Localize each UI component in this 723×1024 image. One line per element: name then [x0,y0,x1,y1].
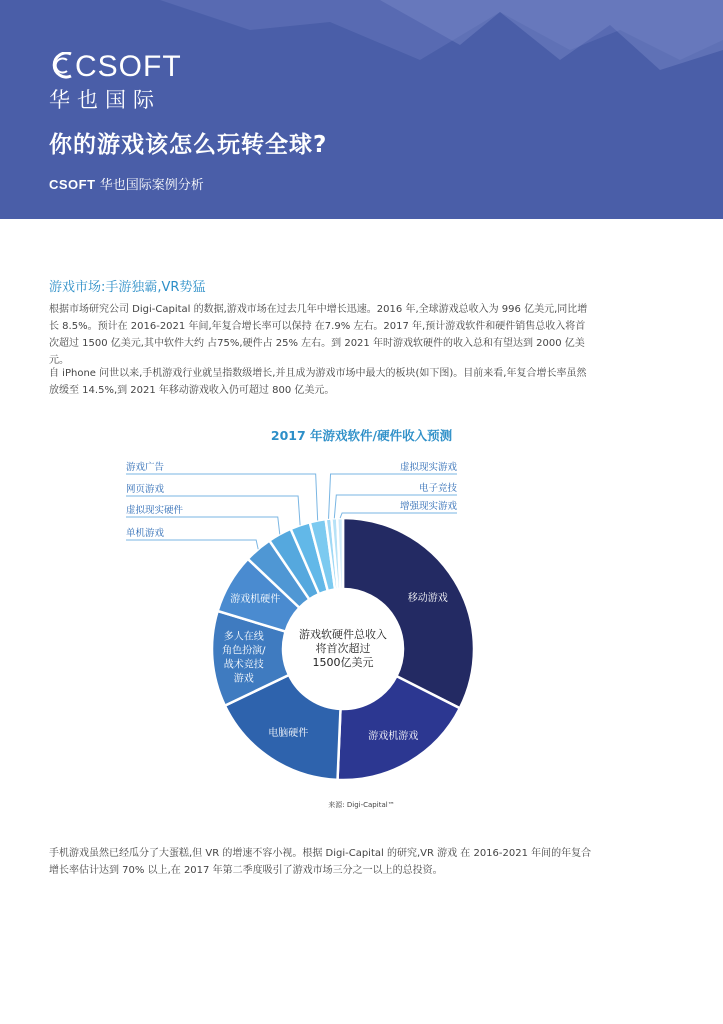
chart-source: 来源: Digi-Capital™ [328,801,395,809]
logo-mark-icon [49,52,73,80]
slice-label-7: 虚拟现实硬件 [126,505,184,516]
subtitle-brand: CSOFT [49,177,96,192]
slice-label-2: 游戏机游戏 [368,730,419,742]
page-subtitle [49,174,204,193]
logo-chinese-name: 华也国际 [49,88,161,112]
slice-label-3: 电脑硬件 [268,728,309,740]
donut-center-label: 游戏软硬件总收入将首次超过 1500亿美元 [299,628,387,669]
leader-line-6 [126,540,258,549]
revenue-donut-chart [0,440,723,800]
chart-title: 2017 年游戏软件/硬件收入预测 [270,428,453,443]
slice-label-12: 增强现实游戏 [399,501,457,512]
slice-label-6: 单机游戏 [126,528,165,539]
header-banner [0,0,723,219]
subtitle-text: 华也国际案例分析 [99,178,204,193]
section-heading: 游戏市场:手游独霸,VR势猛 [49,280,206,295]
slice-label-11: 电子竞技 [418,483,457,494]
slice-label-8: 网页游戏 [126,484,165,495]
paragraph-vr-growth: 手机游戏虽然已经瓜分了大蛋糕,但 VR 的增速不容小视。根据 Digi-Capital 的研究,VR 游戏 在 2016-2021 年间的年复合增长率估计达到 70% 以上,在 2017 年第二季度吸引了游戏市场三分之一以上的总投资。 [49,848,592,876]
page-title: 你的游戏该怎么玩转全球? [49,132,328,158]
paragraph-market-overview: 根据市场研究公司 Digi-Capital 的数据,游戏市场在过去几年中增长迅速。2016 年,全球游戏总收入为 996 亿美元,同比增长 8.5%。预计在 2016-2021 年间,年复合增长率可以保持 在7.9% 左右。2017 年,预计游戏软件和硬件销售总收入将首次超过 1500 亿美元,其中软件大约 占75%,硬件占 25% 左右。到 2021 年时游戏软硬件的收入总和有望达到 2000 亿美元。 [49,304,588,366]
slice-label-9: 游戏广告 [126,462,165,473]
slice-label-4: 多人在线角色扮演/战术竞技游戏 [222,631,266,685]
paragraph-mobile-games: 自 iPhone 问世以来,手机游戏行业就呈指数级增长,并且成为游戏市场中最大的板块(如下图)。目前来看,年复合增长率虽然放缓至 14.5%,到 2021 年移动游戏收入仍可超过 800 亿美元。 [49,368,587,396]
slice-label-1: 移动游戏 [407,592,448,604]
leader-line-10 [329,474,457,519]
leader-line-12 [340,513,457,518]
slice-label-5: 游戏机硬件 [230,594,281,606]
logo-wordmark: CSOFT [75,50,182,83]
pie-slice-1 [343,518,474,708]
slice-label-10: 虚拟现实游戏 [399,462,457,473]
